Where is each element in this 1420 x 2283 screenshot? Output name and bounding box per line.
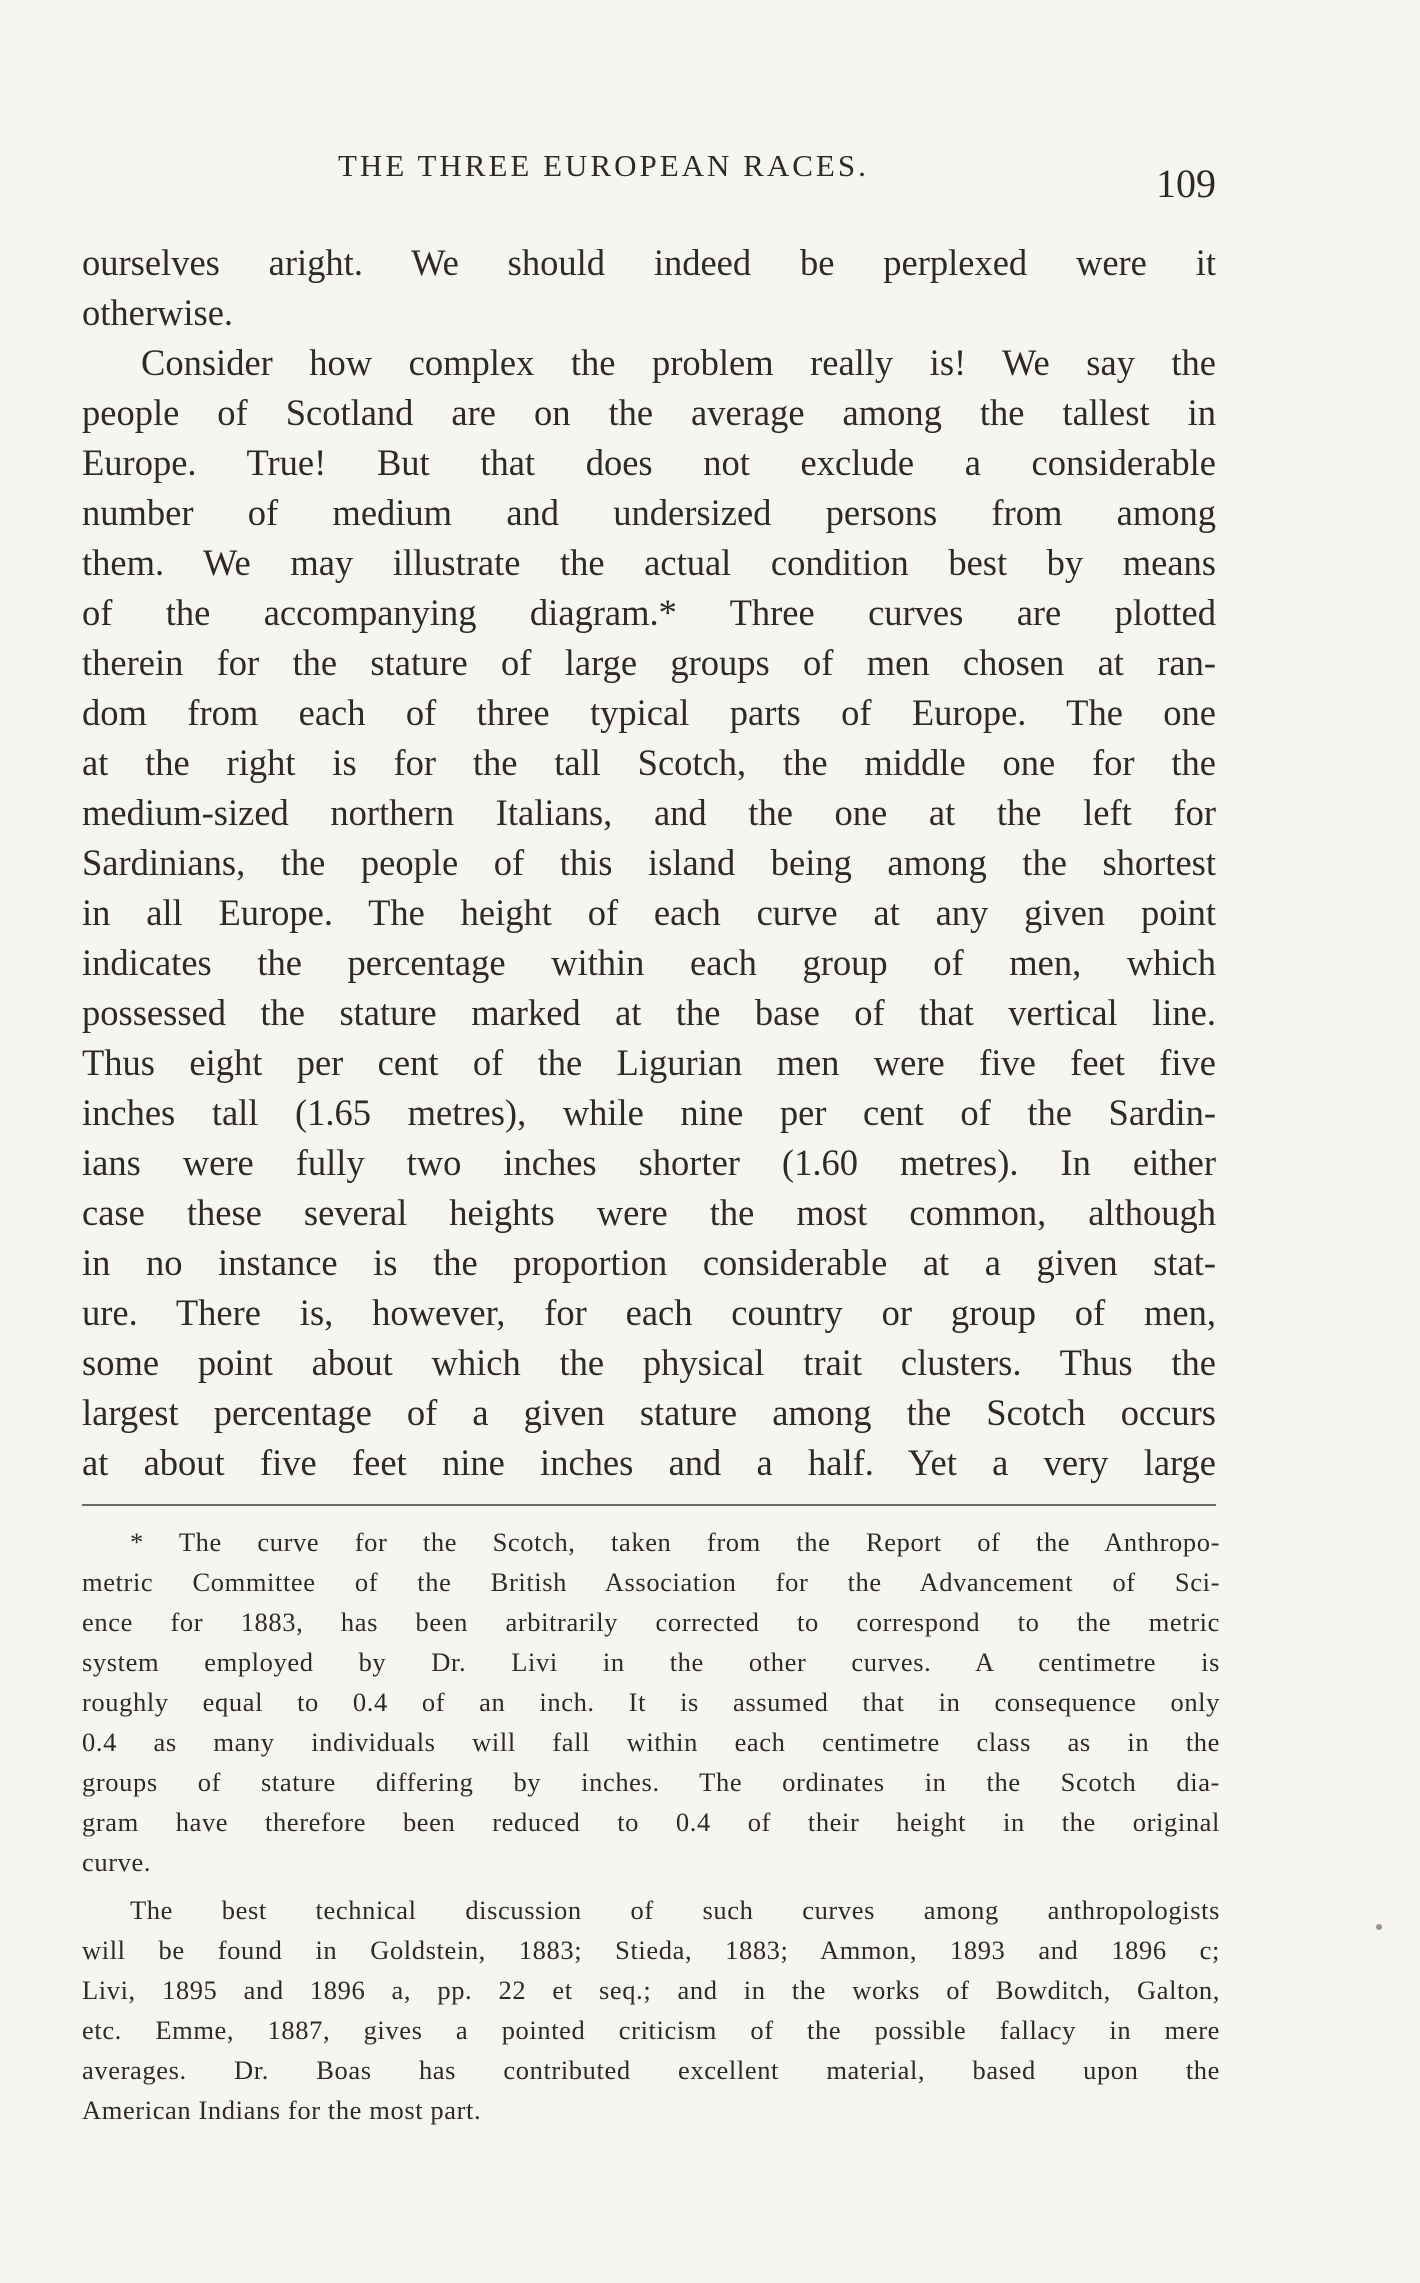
footnote-line: roughly equal to 0.4 of an inch. It is assumed that in consequence only [82,1687,1220,1717]
body-line: therein for the stature of large groups of men chosen at ran- [82,642,1216,683]
body-line: possessed the stature marked at the base of that vertical line. [82,992,1216,1033]
footnote-line: groups of stature differing by inches. The ordinates in the Scotch dia- [82,1767,1220,1797]
margin-speck [1376,1924,1382,1930]
footnote-line: * The curve for the Scotch, taken from the Report of the Anthropo- [130,1527,1220,1557]
body-line: at the right is for the tall Scotch, the middle one for the [82,742,1216,783]
footnote-rule [82,1504,1216,1506]
body-line: ure. There is, however, for each country or group of men, [82,1292,1216,1333]
body-line: number of medium and undersized persons from among [82,492,1216,533]
body-line: ourselves aright. We should indeed be perplexed were it [82,242,1216,283]
body-line: at about five feet nine inches and a half. Yet a very large [82,1442,1216,1483]
body-line: people of Scotland are on the average among the tallest in [82,392,1216,433]
body-line: case these several heights were the most common, although [82,1192,1216,1233]
footnote-line: The best technical discussion of such curves among anthropologists [130,1895,1220,1925]
body-line: ians were fully two inches shorter (1.60 metres). In either [82,1142,1216,1183]
body-line: inches tall (1.65 metres), while nine per cent of the Sardin- [82,1092,1216,1133]
body-line: dom from each of three typical parts of Europe. The one [82,692,1216,733]
body-line: otherwise. [82,292,234,333]
footnote-line: metric Committee of the British Association for the Advancement of Sci- [82,1567,1220,1597]
body-line: Thus eight per cent of the Ligurian men were five feet five [82,1042,1216,1083]
body-line: largest percentage of a given stature among the Scotch occurs [82,1392,1216,1433]
footnote-line: gram have therefore been reduced to 0.4 of their height in the original [82,1807,1220,1837]
footnote-line: American Indians for the most part. [82,2095,482,2125]
body-line: of the accompanying diagram.* Three curves are plotted [82,592,1216,633]
body-line: medium-sized northern Italians, and the one at the left for [82,792,1216,833]
body-line: Sardinians, the people of this island being among the shortest [82,842,1216,883]
body-line: Europe. True! But that does not exclude a considerable [82,442,1216,483]
body-line: them. We may illustrate the actual condition best by means [82,542,1216,583]
page-number: 109 [1156,161,1216,206]
body-line: Consider how complex the problem really is! We say the [141,342,1216,383]
footnote-line: Livi, 1895 and 1896 a, pp. 22 et seq.; and in the works of Bowditch, Galton, [82,1975,1220,2005]
footnote-line: etc. Emme, 1887, gives a pointed criticism of the possible fallacy in mere [82,2015,1220,2045]
footnote-line: will be found in Goldstein, 1883; Stieda, 1883; Ammon, 1893 and 1896 c; [82,1935,1220,1965]
footnote-line: curve. [82,1847,152,1877]
body-line: in all Europe. The height of each curve at any given point [82,892,1216,933]
body-line: in no instance is the proportion considerable at a given stat- [82,1242,1216,1283]
footnote-line: system employed by Dr. Livi in the other curves. A centimetre is [82,1647,1220,1677]
footnote-line: averages. Dr. Boas has contributed excellent material, based upon the [82,2055,1220,2085]
body-line: some point about which the physical trait clusters. Thus the [82,1342,1216,1383]
body-line: indicates the percentage within each group of men, which [82,942,1216,983]
footnote-line: ence for 1883, has been arbitrarily corrected to correspond to the metric [82,1607,1220,1637]
running-head: THE THREE EUROPEAN RACES. [338,148,869,183]
footnote-line: 0.4 as many individuals will fall within each centimetre class as in the [82,1727,1220,1757]
